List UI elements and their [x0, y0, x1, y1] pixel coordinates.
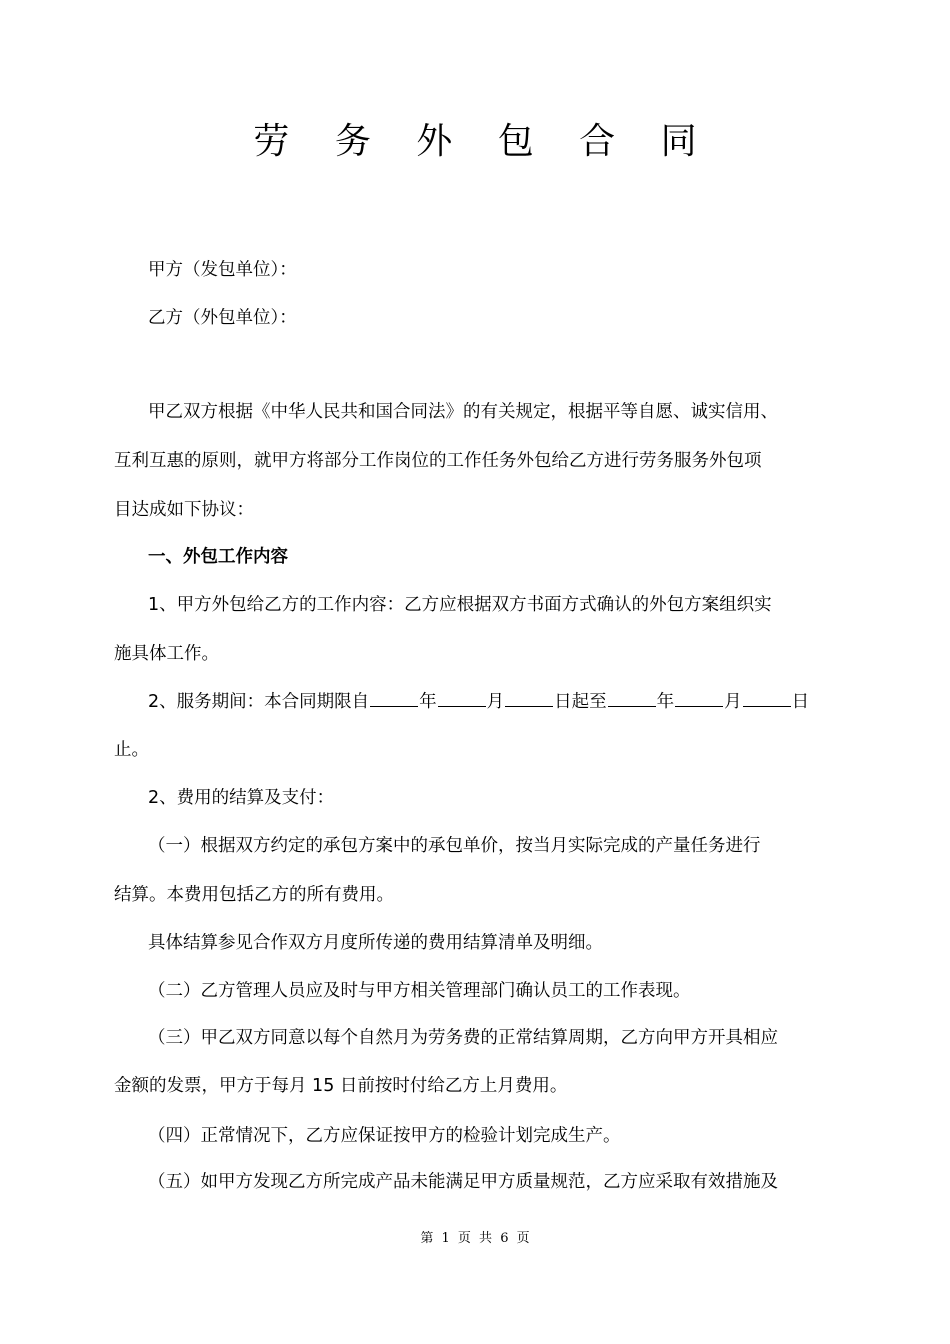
clause1-line-2: 结算。本费用包括乙方的所有费用。 — [114, 885, 394, 905]
month-label: 月 — [486, 692, 505, 712]
month-label: 月 — [724, 692, 742, 712]
item1-line-2: 施具体工作。 — [114, 644, 219, 664]
intro-line-3: 目达成如下协议： — [114, 500, 254, 520]
blank-field — [675, 688, 723, 707]
page-footer: 第 1 页 共 6 页 — [420, 1231, 530, 1246]
blank-field — [438, 688, 486, 707]
clause1-line-1: （一）根据双方约定的承包方案中的承包单价，按当月实际完成的产量任务进行 — [148, 836, 761, 856]
clause2: （二）乙方管理人员应及时与甲方相关管理部门确认员工的工作表现。 — [148, 981, 691, 1001]
service-period-line — [148, 688, 809, 715]
clause3-line-1: （三）甲乙双方同意以每个自然月为劳务费的正常结算周期，乙方向甲方开具相应 — [148, 1028, 778, 1048]
blank-field — [370, 688, 418, 707]
service-period-continuation: 止。 — [114, 740, 149, 760]
clause5-line-1: （五）如甲方发现乙方所完成产品未能满足甲方质量规范，乙方应采取有效措施及 — [148, 1172, 778, 1192]
clause3-line-2: 金额的发票，甲方于每月 15 日前按时付给乙方上月费用。 — [114, 1076, 568, 1096]
party-b-label: 乙方（外包单位）： — [148, 308, 297, 328]
blank-field — [608, 688, 656, 707]
intro-line-2: 互利互惠的原则，就甲方将部分工作岗位的工作任务外包给乙方进行劳务服务外包项 — [114, 451, 762, 471]
item1-line-1: 1、甲方外包给乙方的工作内容：乙方应根据双方书面方式确认的外包方案组织实 — [148, 595, 772, 615]
year-label: 年 — [419, 692, 437, 712]
clause4: （四）正常情况下，乙方应保证按甲方的检验计划完成生产。 — [148, 1126, 621, 1146]
blank-field — [505, 688, 553, 707]
document-title: 劳 务 外 包 合 同 — [253, 121, 714, 162]
day-from-label: 日起至 — [554, 692, 607, 712]
year-label: 年 — [656, 692, 675, 712]
clause1-note: 具体结算参见合作双方月度所传递的费用结算清单及明细。 — [148, 933, 603, 953]
day-label: 日 — [791, 692, 810, 712]
fees-heading: 2、费用的结算及支付： — [148, 788, 335, 808]
party-a-label: 甲方（发包单位）： — [148, 260, 297, 280]
blank-field — [743, 688, 791, 707]
service-period-prefix: 2、服务期间：本合同期限自 — [148, 692, 370, 712]
section-heading: 一、外包工作内容 — [148, 547, 288, 567]
intro-line-1: 甲乙双方根据《中华人民共和国合同法》的有关规定，根据平等自愿、诚实信用、 — [148, 402, 778, 422]
